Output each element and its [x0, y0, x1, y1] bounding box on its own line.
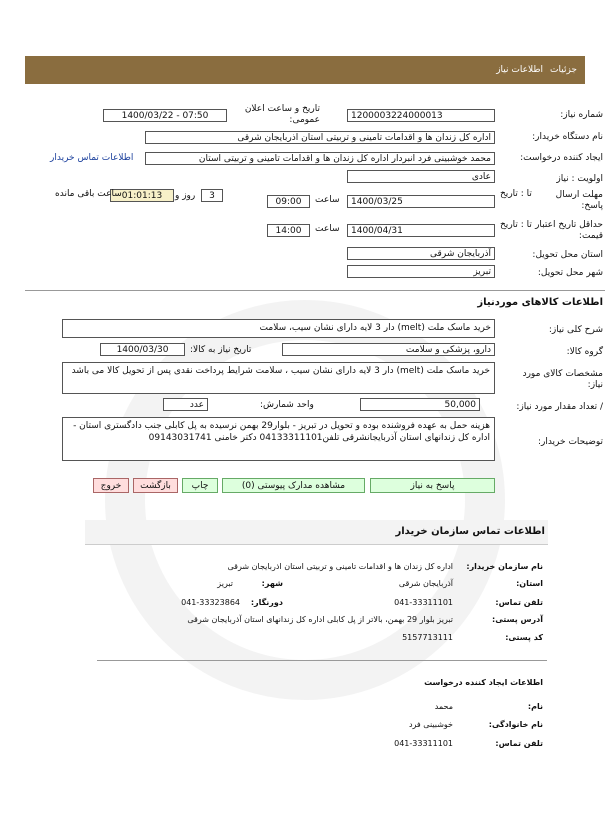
contact-org-name-label: نام سازمان خریدار: [466, 562, 543, 571]
requester-family-label: نام خانوادگی: [488, 720, 543, 729]
tab-need-info[interactable]: اطلاعات نیاز [496, 65, 543, 75]
contact-org-name: اداره کل زندان ها و اقدامات تامینی و تربیتی استان اذربایجان شرقی [227, 562, 453, 571]
requester-phone-label: تلفن تماس: [495, 739, 543, 748]
goods-qty-field: 50,000 [360, 398, 480, 411]
goods-group-label: گروه کالا: [566, 347, 603, 357]
contact-address-label: آدرس پستی: [492, 615, 543, 624]
contact-postal-label: کد پستی: [505, 633, 543, 642]
need-number-label: شماره نیاز: [560, 110, 603, 120]
province-field: آذربایجان شرقی [347, 247, 495, 260]
buyer-notes-field: هزینه حمل به عهده فروشنده بوده و تحویل در تبریز - بلوار29 بهمن نرسیده به پل کابلی جنب دادگستری استان - اداره کل زندانهای استان آذربایجانشرقی تلفن04133311101 دکتر خامنی 09143031741 [62, 417, 495, 461]
priority-label: اولویت : نیاز [556, 174, 603, 184]
requester-phone: 041-33311101 [394, 739, 453, 748]
goods-section-title: اطلاعات کالاهای موردنیاز [477, 297, 603, 308]
buyer-contact-link[interactable]: اطلاعات تماس خریدار [50, 153, 134, 163]
announce-label: تاریخ و ساعت اعلان عمومی: [244, 104, 320, 125]
contact-province: آذربایجان شرقی [398, 579, 453, 588]
goods-need-date-label: تاریخ نیاز به کالا: [190, 345, 252, 355]
validity-date-field: 1400/04/31 [347, 224, 495, 237]
contact-phone: 041-33311101 [394, 598, 453, 607]
contact-phone-label: تلفن تماس: [495, 598, 543, 607]
requester-section-title: اطلاعات ایجاد کننده درخواست [424, 678, 543, 687]
priority-field: عادی [347, 170, 495, 183]
tab-details[interactable]: جزئیات [550, 65, 577, 75]
remaining-label: ساعت باقی مانده [55, 189, 122, 199]
goods-need-date-field: 1400/03/30 [100, 343, 185, 356]
deadline-time-field: 09:00 [267, 195, 310, 208]
goods-spec-label: مشخصات کالای مورد نیاز: [522, 369, 603, 390]
announce-field: 1400/03/22 - 07:50 [103, 109, 227, 122]
validity-label: حداقل تاریخ اعتبار قیمت: [535, 220, 603, 241]
goods-spec-field: خرید ماسک ملت (melt) دار 3 لایه دارای نشان سیب ، سلامت شرایط پرداخت نقدی پس از تحویل کالا می باشد [62, 362, 495, 394]
contact-postal: 5157713111 [402, 633, 453, 642]
city-label: شهر محل تحویل: [537, 268, 603, 278]
attachments-button[interactable]: مشاهده مدارک پیوستی (0) [222, 478, 365, 493]
requester-family: خوشبینی فرد [408, 720, 453, 729]
buyer-org-field: اداره کل زندان ها و اقدامات تامینی و تربیتی استان اذربایجان شرقی [145, 131, 495, 144]
contact-fax-label: دورنگار: [250, 598, 283, 607]
validity-time-field: 14:00 [267, 224, 310, 237]
divider [25, 290, 605, 291]
requester-label: ایجاد کننده درخواست: [520, 153, 603, 163]
requester-name: محمد [434, 702, 453, 711]
province-label: استان محل تحویل: [532, 250, 603, 260]
day-and-label: روز و [175, 191, 196, 201]
goods-unit-label: واحد شمارش: [260, 400, 314, 410]
contact-fax: 041-33323864 [181, 598, 240, 607]
need-number-field: 1200003224000013 [347, 109, 495, 122]
deadline-time-label: ساعت [315, 195, 340, 205]
deadline-date-field: 1400/03/25 [347, 195, 495, 208]
deadline-to-date-label: تا : تاریخ [500, 189, 532, 199]
goods-group-field: دارو، پزشکی و سلامت [282, 343, 495, 356]
contact-province-label: استان: [516, 579, 543, 588]
buyer-notes-label: توضیحات خریدار: [537, 437, 603, 447]
print-button[interactable]: چاپ [182, 478, 218, 493]
contact-address: تبریز بلوار 29 بهمن، بالاتر از پل کابلی اداره کل زندانهای استان آذربایجان شرقی [187, 615, 453, 624]
contact-section-title: اطلاعات تماس سازمان خریدار [395, 526, 545, 537]
exit-button[interactable]: خروج [93, 478, 129, 493]
requester-name-label: نام: [527, 702, 543, 711]
contact-city-label: شهر: [261, 579, 283, 588]
buyer-org-label: نام دستگاه خریدار: [532, 132, 603, 142]
requester-field: محمد خوشبینی فرد انبردار اداره کل زندان ها و اقدامات تامینی و تربیتی استان [145, 152, 495, 165]
validity-time-label: ساعت [315, 224, 340, 234]
remaining-time-field: 01:01:13 [110, 189, 174, 202]
goods-summary-field: خرید ماسک ملت (melt) دار 3 لایه دارای نشان سیب، سلامت [62, 319, 495, 338]
reply-button[interactable]: پاسخ به نیاز [370, 478, 495, 493]
goods-unit-field: عدد [163, 398, 208, 411]
validity-to-date-label: تا : تاریخ [500, 220, 532, 230]
goods-summary-label: شرح کلی نیاز: [548, 325, 603, 335]
city-field: تبریز [347, 265, 495, 278]
contact-city: تبریز [217, 579, 233, 588]
goods-qty-label: / تعداد مقدار مورد نیاز: [516, 402, 603, 412]
deadline-label: مهلت ارسال پاسخ: [555, 190, 603, 211]
contact-divider [97, 660, 547, 661]
days-remaining-field: 3 [201, 189, 223, 202]
header-bar [25, 56, 585, 84]
back-button[interactable]: بازگشت [133, 478, 178, 493]
